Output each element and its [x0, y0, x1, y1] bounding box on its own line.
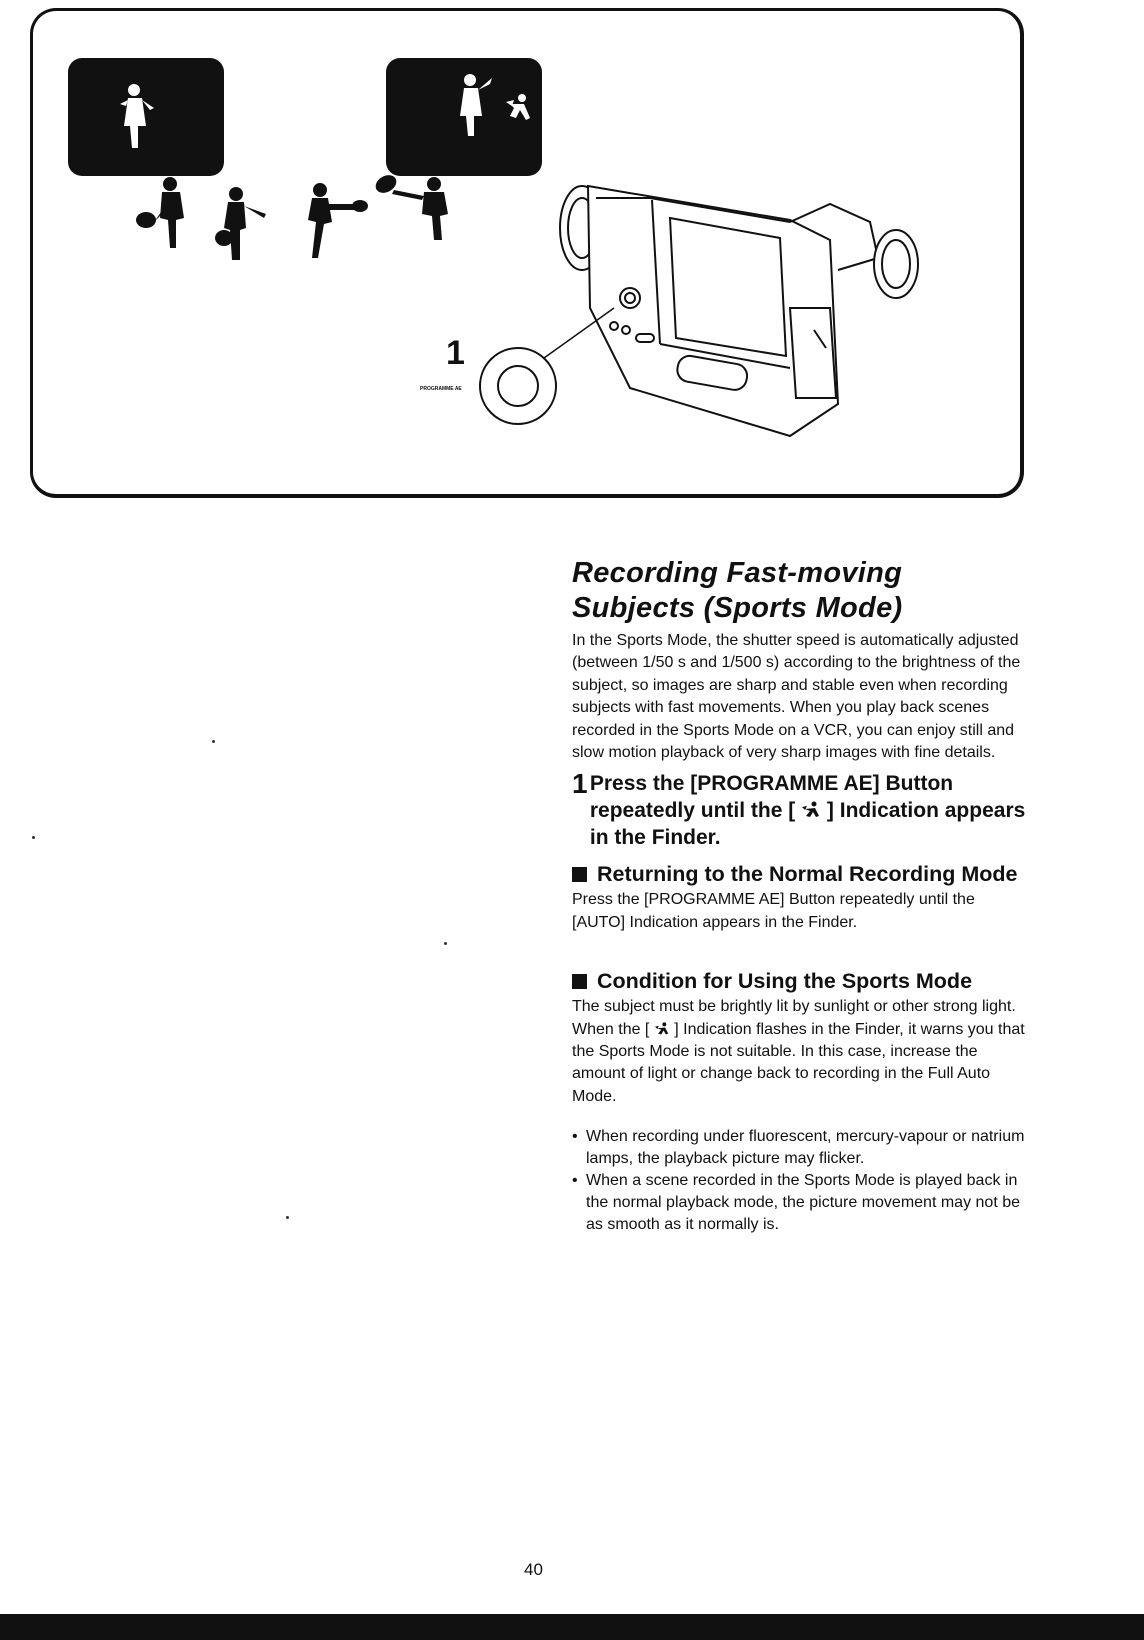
condition-body: The subject must be brightly lit by sunlight or other strong light. When the [ ] Indication flashes in the Finder, it warns you that the Sports Mode is not suitable. In this case, increase the amount of light or change back to recording in the Full Auto Mode. [572, 998, 1025, 1105]
page-number: 40 [524, 1560, 543, 1579]
step-callout-number: 1 [446, 334, 465, 372]
list-item: • When recording under fluorescent, mercury-vapour or natrium lamps, the playback picture may flicker. [572, 1126, 1032, 1170]
section-title-line2: Subjects (Sports Mode) [572, 592, 903, 624]
list-item: • When a scene recorded in the Sports Mode is played back in the normal playback mode, the picture movement may not be as smooth as it normally is. [572, 1170, 1032, 1236]
section-title-line1: Recording Fast-moving [572, 557, 903, 589]
sports-mode-icon [801, 801, 821, 819]
condition-heading: Condition for Using the Sports Mode [572, 968, 1032, 994]
returning-body: Press the [PROGRAMME AE] Button repeatedly until the [AUTO] Indication appears in the Finder. [572, 891, 975, 931]
tennis-player-sequence [136, 172, 448, 260]
camcorder-illustration [30, 8, 1024, 498]
programme-ae-button-label: PROGRAMME AE [420, 386, 462, 392]
camcorder [560, 186, 918, 436]
page-bottom-edge [0, 1614, 1144, 1640]
section-title [572, 556, 1032, 626]
step-number: 1 [572, 768, 588, 800]
step-1 [572, 770, 1032, 851]
step-instruction: Press the [PROGRAMME AE] Button repeatedly until the [ ] Indication appears in the Finder. [589, 772, 1026, 850]
intro-paragraph: In the Sports Mode, the shutter speed is automatically adjusted (between 1/50 s and 1/500 s) according to the brightness of the subject, so images are sharp and stable even when recording subjects with fast movements. When you play back scenes recorded in the Sports Mode on a VCR, you can enjoy still and slow motion playback of very sharp images with fine details. [572, 632, 1021, 762]
monitor-sports-mode [386, 58, 542, 176]
square-bullet-icon [572, 974, 587, 989]
returning-heading: Returning to the Normal Recording Mode [572, 861, 1032, 887]
programme-ae-button-icon [480, 348, 556, 424]
square-bullet-icon [572, 867, 587, 882]
programme-ae-callout [420, 308, 614, 424]
main-content [572, 556, 1032, 1236]
sports-mode-icon [654, 1022, 670, 1036]
notes-list [572, 1126, 1032, 1236]
monitor-normal-mode [68, 58, 224, 176]
